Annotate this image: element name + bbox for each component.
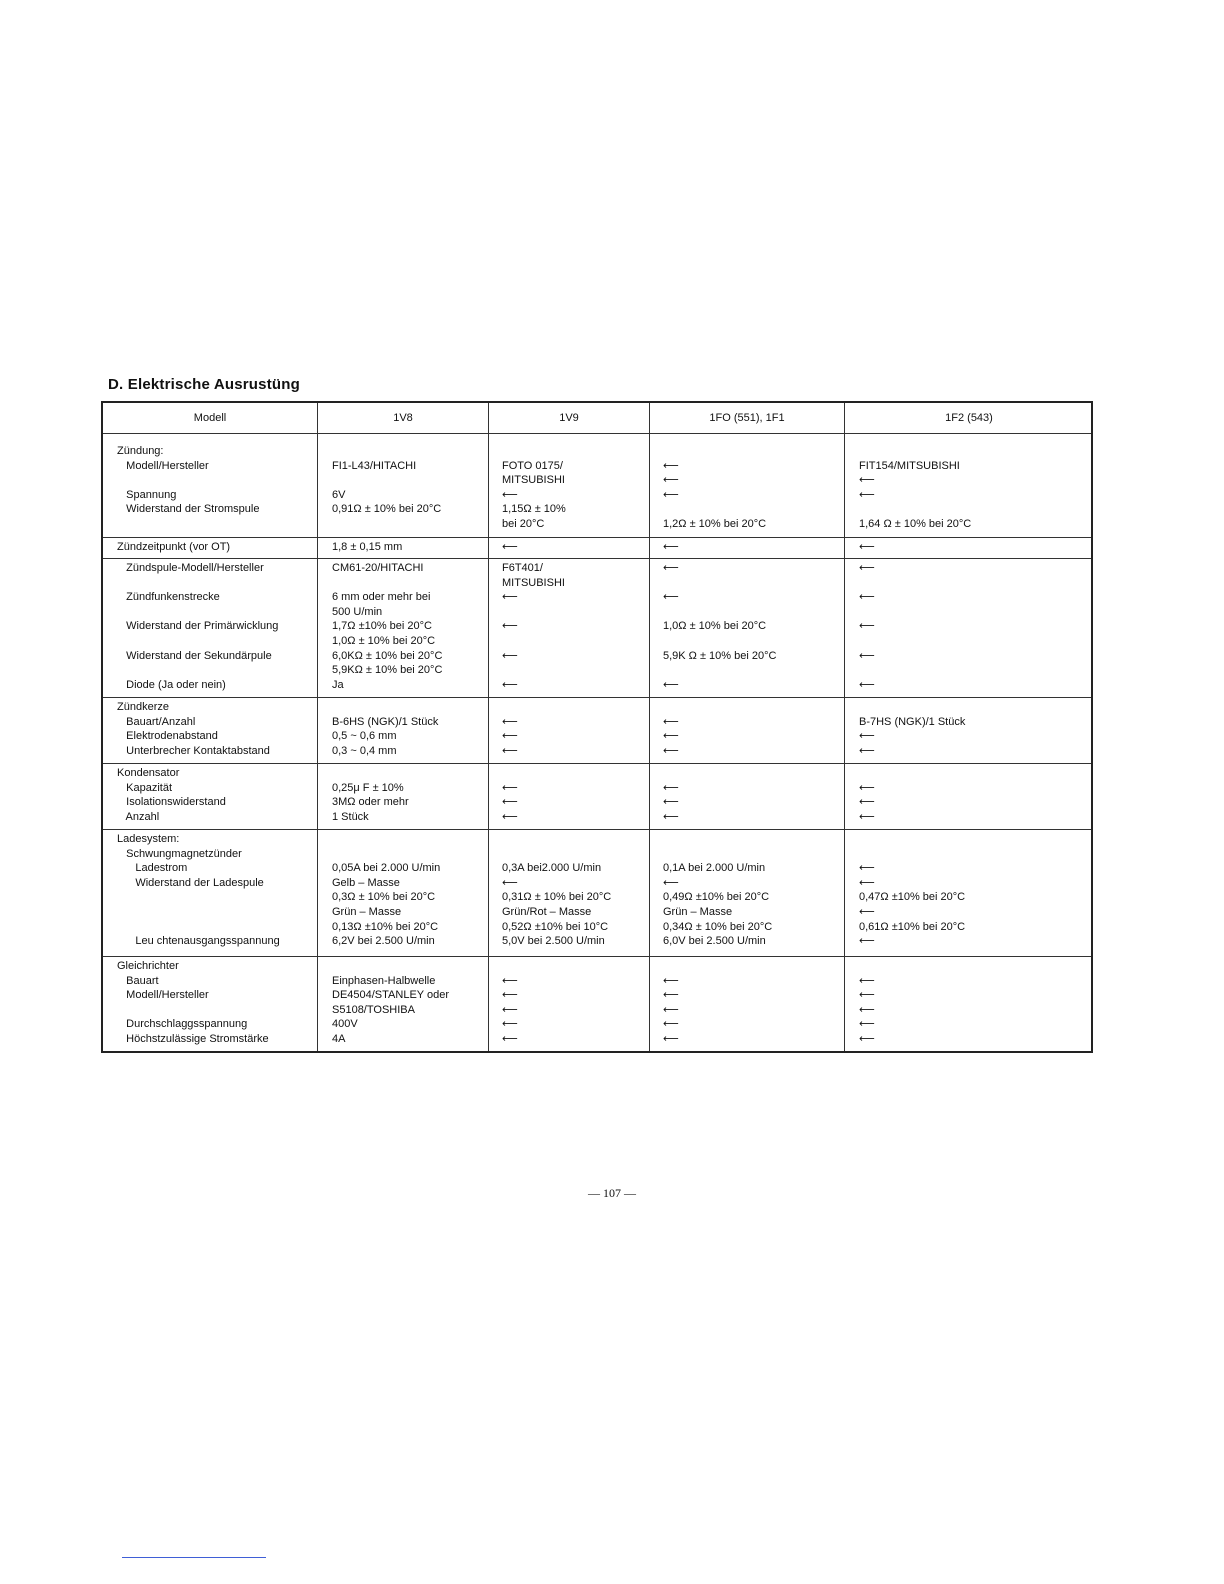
column-divider <box>488 403 489 1051</box>
cell-line <box>859 605 875 620</box>
cell-line <box>117 473 259 488</box>
value-cell <box>859 444 971 532</box>
cell-line: CM61-20/HITACHI <box>332 562 424 574</box>
cell-line <box>332 473 441 488</box>
cell-line: ⟵ <box>663 989 679 1002</box>
header-1v8: 1V8 <box>393 412 413 424</box>
row-divider <box>103 763 1091 764</box>
cell-line: ⟵ <box>663 715 679 728</box>
cell-line <box>117 905 280 920</box>
cell-line <box>502 847 611 862</box>
cell-line <box>859 766 875 781</box>
cell-line: bei 20°C <box>502 517 545 530</box>
cell-line: 6V <box>332 488 346 501</box>
value-cell <box>663 766 679 824</box>
cell-line: ⟵ <box>663 744 679 757</box>
cell-line: B-7HS (NGK)/1 Stück <box>859 715 966 728</box>
cell-line: 0,05A bei 2.000 U/min <box>332 862 441 875</box>
header-1fo-1f1: 1FO (551), 1F1 <box>709 412 785 424</box>
cell-line: 0,3 ~ 0,4 mm <box>332 744 397 757</box>
cell-line: 500 U/min <box>332 605 383 618</box>
cell-line: ⟵ <box>859 591 875 604</box>
cell-line: ⟵ <box>859 796 875 809</box>
cell-line <box>502 605 565 620</box>
cell-line: ⟵ <box>502 1003 518 1016</box>
cell-line: ⟵ <box>502 488 518 501</box>
cell-line: Kondensator <box>117 767 180 779</box>
cell-line: ⟵ <box>502 781 518 794</box>
cell-line: Durchschlaggsspannung <box>117 1018 248 1031</box>
cell-line: Grün – Masse <box>332 905 402 918</box>
cell-line: ⟵ <box>663 974 679 987</box>
cell-line: Widerstand der Sekundärpule <box>117 649 272 662</box>
cell-line: ⟵ <box>663 541 679 553</box>
cell-line: Anzahl <box>117 810 160 823</box>
cell-line <box>502 700 518 715</box>
cell-line: ⟵ <box>859 1003 875 1016</box>
cell-line <box>502 444 566 459</box>
cell-line <box>663 959 679 974</box>
value-cell <box>663 540 679 555</box>
cell-line: ⟵ <box>502 1018 518 1031</box>
value-cell <box>859 561 875 692</box>
cell-line: 6,0KΩ ± 10% bei 20°C <box>332 649 443 662</box>
cell-line: 0,31Ω ± 10% bei 20°C <box>502 891 612 904</box>
value-cell <box>859 959 875 1047</box>
cell-line: ⟵ <box>859 810 875 823</box>
value-cell <box>859 700 965 758</box>
cell-line: ⟵ <box>502 876 518 889</box>
cell-line: Widerstand der Primärwicklung <box>117 620 279 633</box>
cell-line: 0,52Ω ±10% bei 10°C <box>502 920 609 933</box>
cell-line: ⟵ <box>859 744 875 757</box>
cell-line: ⟵ <box>502 974 518 987</box>
cell-line: Isolationswiderstand <box>117 796 226 809</box>
cell-line <box>332 766 409 781</box>
cell-line <box>332 847 440 862</box>
cell-line: Unterbrecher Kontaktabstand <box>117 744 270 757</box>
cell-line: Elektrodenabstand <box>117 730 218 743</box>
cell-line: Gelb – Masse <box>332 876 400 889</box>
cell-line: Ladestrom <box>117 862 188 875</box>
cell-line: 0,25μ F ± 10% <box>332 781 404 794</box>
cell-line: ⟵ <box>502 541 518 553</box>
row-divider <box>103 829 1091 830</box>
cell-line: ⟵ <box>859 876 875 889</box>
cell-line <box>663 663 776 678</box>
value-cell <box>332 700 438 758</box>
cell-line: 6,2V bei 2.500 U/min <box>332 935 435 948</box>
value-cell <box>502 700 518 758</box>
cell-line: Zündfunkenstrecke <box>117 591 220 604</box>
cell-line: ⟵ <box>859 1018 875 1031</box>
cell-line <box>502 634 565 649</box>
cell-line: ⟵ <box>859 1032 875 1045</box>
cell-line: ⟵ <box>502 796 518 809</box>
cell-line: Gleichrichter <box>117 960 179 972</box>
value-cell <box>859 540 875 555</box>
row-label-cell <box>117 959 269 1047</box>
value-cell <box>859 832 965 949</box>
cell-line: ⟵ <box>859 541 875 553</box>
cell-line <box>663 847 772 862</box>
value-cell <box>332 959 449 1047</box>
cell-line: Kapazität <box>117 781 173 794</box>
cell-line: ⟵ <box>663 591 679 604</box>
cell-line: B-6HS (NGK)/1 Stück <box>332 715 439 728</box>
page-number: — 107 — <box>588 1186 636 1200</box>
cell-line <box>663 502 766 517</box>
cell-line: Schwungmagnetzünder <box>117 847 242 860</box>
cell-line <box>502 766 518 781</box>
value-cell <box>502 766 518 824</box>
value-cell <box>663 832 772 949</box>
value-cell <box>502 540 518 555</box>
cell-line <box>859 847 965 862</box>
row-label-cell <box>117 444 259 517</box>
header-1f2: 1F2 (543) <box>945 412 993 424</box>
row-divider <box>103 433 1091 434</box>
cell-line: Diode (Ja oder nein) <box>117 678 226 691</box>
cell-line: ⟵ <box>502 678 518 691</box>
cell-line: Einphasen-Halbwelle <box>332 974 436 987</box>
cell-line: Ladesystem: <box>117 833 180 845</box>
cell-line: Ja <box>332 678 344 691</box>
cell-line: MITSUBISHI <box>502 474 565 487</box>
cell-line <box>859 576 875 591</box>
cell-line: 1,2Ω ± 10% bei 20°C <box>663 517 767 530</box>
value-cell <box>332 444 441 517</box>
cell-line: Zündung: <box>117 445 164 457</box>
value-cell <box>859 766 875 824</box>
cell-line: ⟵ <box>663 562 679 574</box>
value-cell <box>663 444 766 532</box>
cell-line: ⟵ <box>859 488 875 501</box>
cell-line: Zündzeitpunkt (vor OT) <box>117 541 231 553</box>
cell-line: 1,8 ± 0,15 mm <box>332 541 403 553</box>
cell-line: 1,15Ω ± 10% <box>502 503 566 516</box>
cell-line <box>859 444 971 459</box>
cell-line <box>117 663 278 678</box>
cell-line <box>859 959 875 974</box>
cell-line: Grün/Rot – Masse <box>502 905 592 918</box>
cell-line: 1,7Ω ±10% bei 20°C <box>332 620 432 633</box>
cell-line: ⟵ <box>859 678 875 691</box>
row-divider <box>103 558 1091 559</box>
cell-line: 1,0Ω ± 10% bei 20°C <box>332 634 436 647</box>
value-cell <box>332 832 440 949</box>
cell-line: 0,3A bei2.000 U/min <box>502 862 602 875</box>
cell-line: ⟵ <box>502 620 518 633</box>
row-divider <box>103 956 1091 957</box>
cell-line <box>663 634 776 649</box>
cell-line: Höchstzulässige Stromstärke <box>117 1032 269 1045</box>
cell-line: F6T401/ <box>502 562 543 574</box>
column-divider <box>844 403 845 1051</box>
cell-line: ⟵ <box>859 989 875 1002</box>
cell-line <box>502 959 518 974</box>
cell-line: ⟵ <box>502 810 518 823</box>
cell-line: ⟵ <box>859 474 875 487</box>
cell-line: ⟵ <box>502 744 518 757</box>
cell-line <box>859 832 965 847</box>
cell-line: 0,61Ω ±10% bei 20°C <box>859 920 966 933</box>
cell-line: 0,1A bei 2.000 U/min <box>663 862 766 875</box>
cell-line: Modell/Hersteller <box>117 989 209 1002</box>
cell-line <box>502 832 611 847</box>
cell-line: ⟵ <box>502 730 518 743</box>
value-cell <box>332 561 442 692</box>
cell-line <box>332 832 440 847</box>
cell-line: 0,49Ω ±10% bei 20°C <box>663 891 770 904</box>
cell-line: ⟵ <box>859 862 875 875</box>
value-cell <box>663 700 679 758</box>
cell-line: ⟵ <box>663 730 679 743</box>
value-cell <box>332 540 402 555</box>
cell-line: Zündkerze <box>117 701 169 713</box>
cell-line: Bauart/Anzahl <box>117 715 196 728</box>
cell-line <box>663 700 679 715</box>
row-label-cell <box>117 832 280 949</box>
cell-line: Spannung <box>117 488 177 501</box>
cell-line: ⟵ <box>859 935 875 948</box>
footnote-rule <box>122 1557 266 1558</box>
row-label-cell <box>117 700 270 758</box>
cell-line <box>663 832 772 847</box>
cell-line: FI1-L43/HITACHI <box>332 459 417 472</box>
cell-line: 0,3Ω ± 10% bei 20°C <box>332 891 436 904</box>
cell-line: ⟵ <box>859 730 875 743</box>
header-1v9: 1V9 <box>559 412 579 424</box>
cell-line <box>859 502 971 517</box>
spec-table <box>101 401 1093 1053</box>
cell-line: 6,0V bei 2.500 U/min <box>663 935 766 948</box>
cell-line: Modell/Hersteller <box>117 459 209 472</box>
cell-line: ⟵ <box>663 678 679 691</box>
cell-line <box>663 444 766 459</box>
section-title: D. Elektrische Ausrustüng <box>108 376 300 393</box>
cell-line: 4A <box>332 1032 346 1045</box>
cell-line <box>332 959 449 974</box>
row-label-cell <box>117 540 230 555</box>
cell-line: 400V <box>332 1018 358 1031</box>
cell-line: Grün – Masse <box>663 905 733 918</box>
cell-line: 0,91Ω ± 10% bei 20°C <box>332 503 442 516</box>
value-cell <box>332 766 409 824</box>
cell-line <box>117 920 280 935</box>
value-cell <box>502 959 518 1047</box>
cell-line: Zündspule-Modell/Hersteller <box>117 562 264 574</box>
cell-line: ⟵ <box>663 1003 679 1016</box>
cell-line: ⟵ <box>502 715 518 728</box>
cell-line: ⟵ <box>663 781 679 794</box>
cell-line: ⟵ <box>502 1032 518 1045</box>
cell-line: ⟵ <box>663 459 679 472</box>
cell-line: ⟵ <box>502 989 518 1002</box>
cell-line: MITSUBISHI <box>502 576 565 589</box>
cell-line: 1 Stück <box>332 810 369 823</box>
cell-line: 5,9K Ω ± 10% bei 20°C <box>663 649 777 662</box>
value-cell <box>502 561 565 692</box>
cell-line: Leu chtenausgangsspannung <box>117 935 280 948</box>
cell-line: ⟵ <box>663 1032 679 1045</box>
cell-line: Widerstand der Ladespule <box>117 876 264 889</box>
cell-line: ⟵ <box>859 974 875 987</box>
value-cell <box>663 561 776 692</box>
cell-line: 5,9KΩ ± 10% bei 20°C <box>332 664 443 677</box>
cell-line <box>663 576 776 591</box>
cell-line: S5108/TOSHIBA <box>332 1003 415 1016</box>
cell-line <box>332 576 442 591</box>
cell-line: Bauart <box>117 974 159 987</box>
cell-line: 6 mm oder mehr bei <box>332 591 431 604</box>
row-label-cell <box>117 561 278 692</box>
cell-line: ⟵ <box>663 488 679 501</box>
cell-line: ⟵ <box>663 876 679 889</box>
cell-line: DE4504/STANLEY oder <box>332 989 449 1002</box>
cell-line: ⟵ <box>663 810 679 823</box>
cell-line: Widerstand der Stromspule <box>117 503 260 516</box>
cell-line: 5,0V bei 2.500 U/min <box>502 935 605 948</box>
cell-line: 0,13Ω ±10% bei 20°C <box>332 920 439 933</box>
cell-line <box>859 663 875 678</box>
header-modell: Modell <box>193 412 227 424</box>
cell-line: ⟵ <box>859 562 875 574</box>
cell-line <box>117 576 278 591</box>
cell-line <box>117 634 278 649</box>
row-label-cell <box>117 766 226 824</box>
row-divider <box>103 537 1091 538</box>
cell-line: 1,0Ω ± 10% bei 20°C <box>663 620 767 633</box>
cell-line: ⟵ <box>663 474 679 487</box>
cell-line: ⟵ <box>663 1018 679 1031</box>
cell-line: ⟵ <box>859 905 875 918</box>
cell-line <box>859 700 965 715</box>
cell-line: ⟵ <box>502 591 518 604</box>
cell-line <box>332 700 438 715</box>
cell-line <box>663 766 679 781</box>
cell-line <box>663 605 776 620</box>
cell-line: ⟵ <box>502 649 518 662</box>
row-divider <box>103 697 1091 698</box>
cell-line <box>332 444 441 459</box>
cell-line: ⟵ <box>859 649 875 662</box>
cell-line: 0,5 ~ 0,6 mm <box>332 730 397 743</box>
cell-line: 3MΩ oder mehr <box>332 796 409 809</box>
cell-line: FOTO 0175/ <box>502 459 563 472</box>
cell-line: FIT154/MITSUBISHI <box>859 459 960 472</box>
column-divider <box>317 403 318 1051</box>
cell-line: ⟵ <box>663 796 679 809</box>
cell-line <box>859 634 875 649</box>
value-cell <box>663 959 679 1047</box>
cell-line: 0,47Ω ±10% bei 20°C <box>859 891 966 904</box>
cell-line <box>117 890 280 905</box>
cell-line: 1,64 Ω ± 10% bei 20°C <box>859 517 972 530</box>
cell-line <box>117 605 278 620</box>
cell-line <box>117 1003 269 1018</box>
cell-line <box>502 663 565 678</box>
column-divider <box>649 403 650 1051</box>
value-cell <box>502 444 566 532</box>
cell-line: 0,34Ω ± 10% bei 20°C <box>663 920 773 933</box>
cell-line: ⟵ <box>859 781 875 794</box>
value-cell <box>502 832 611 949</box>
cell-line: ⟵ <box>859 620 875 633</box>
